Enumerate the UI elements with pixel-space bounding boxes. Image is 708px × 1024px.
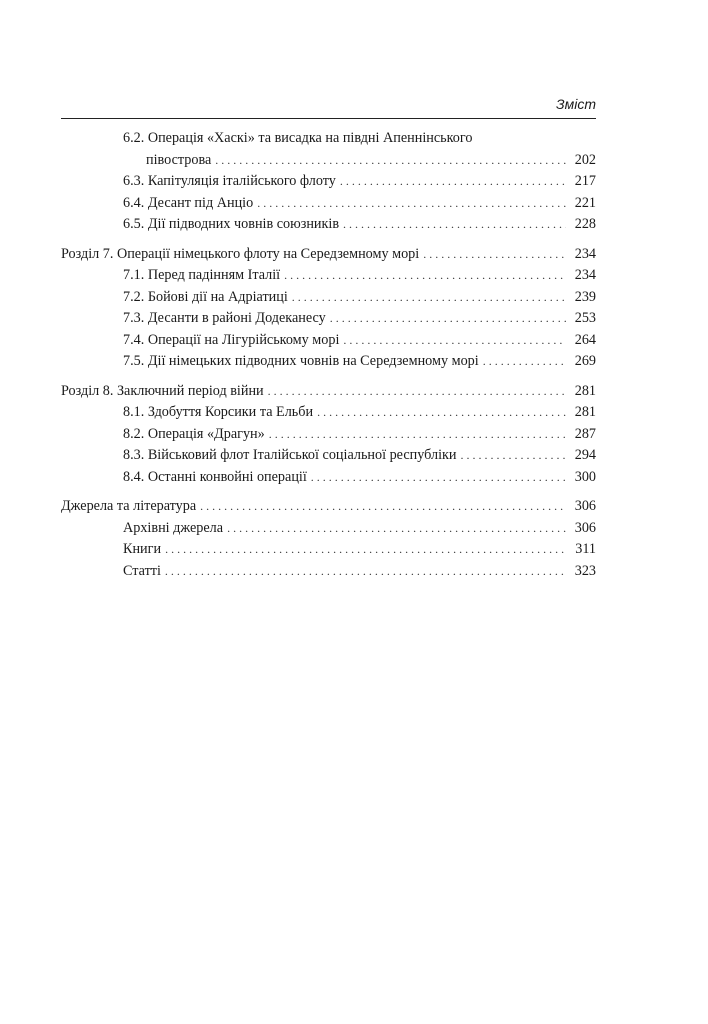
toc-entry-title <box>123 308 326 330</box>
table-of-contents <box>61 128 596 590</box>
toc-entry-title <box>123 171 336 193</box>
toc-entry-7-4[interactable] <box>61 330 596 352</box>
toc-entry-text: Останні конвойні операції <box>147 468 307 485</box>
toc-dot-leader <box>340 171 566 193</box>
toc-entry-title <box>123 351 479 373</box>
toc-entry-8-2[interactable] <box>61 424 596 446</box>
toc-dot-leader <box>330 308 566 330</box>
toc-dot-leader <box>200 496 566 518</box>
toc-page-number: 228 <box>574 216 596 232</box>
toc-entry-7-2[interactable] <box>61 287 596 309</box>
toc-entry-6-5[interactable] <box>61 214 596 236</box>
toc-sources-articles[interactable] <box>61 561 596 583</box>
toc-entry-number: 7.1. <box>123 267 145 283</box>
toc-entry-title: Статті <box>123 562 161 579</box>
toc-entry-6-4[interactable] <box>61 193 596 215</box>
toc-entry-title <box>123 193 253 215</box>
toc-entry-8-1[interactable] <box>61 402 596 424</box>
toc-entry-title <box>123 402 313 424</box>
toc-page-number: 281 <box>574 382 596 399</box>
toc-page-number: 287 <box>574 425 596 442</box>
toc-entry-number: 6.5. <box>123 216 145 232</box>
toc-entry-number: 7.2. <box>123 288 145 305</box>
toc-entry-text: Операції на Лігурійському морі <box>147 331 340 348</box>
toc-page-number: 234 <box>574 245 596 262</box>
toc-dot-leader <box>269 424 566 446</box>
toc-entry-number: 8.4. <box>123 468 145 485</box>
toc-entry-number: 7.3. <box>123 310 145 326</box>
toc-entry-title <box>123 330 339 352</box>
toc-entry-title-continued: півострова <box>146 151 212 168</box>
toc-dot-leader <box>268 381 566 403</box>
toc-chapter-title: Розділ 8. Заключний період війни <box>61 382 264 399</box>
toc-entry-8-4[interactable] <box>61 467 596 489</box>
toc-entry-title <box>123 424 265 446</box>
toc-entry-8-3[interactable] <box>61 445 596 467</box>
toc-group-section-6 <box>61 128 596 236</box>
toc-chapter-7[interactable] <box>61 244 596 266</box>
toc-entry-number: 8.3. <box>123 447 145 463</box>
toc-dot-leader <box>343 214 566 236</box>
toc-entry-text: Бойові дії на Адріатиці <box>147 288 288 305</box>
toc-group-chapter-7 <box>61 244 596 373</box>
toc-entry-text: Десанти в районі Додеканесу <box>147 310 326 326</box>
toc-entry-title: Архівні джерела <box>123 519 224 536</box>
toc-entry-title <box>123 287 288 309</box>
toc-entry-text: Дії німецьких підводних човнів на Середземному морі <box>147 353 479 369</box>
toc-entry-text: Здобуття Корсики та Ельби <box>147 404 314 420</box>
toc-sources-books[interactable] <box>61 539 596 561</box>
toc-page-number: 253 <box>574 310 596 326</box>
toc-dot-leader <box>165 561 566 583</box>
toc-page-number: 239 <box>574 288 596 305</box>
toc-page-number: 311 <box>575 541 596 557</box>
toc-chapter-title: Джерела та література <box>61 498 197 514</box>
toc-dot-leader <box>227 518 566 540</box>
toc-entry-7-3[interactable] <box>61 308 596 330</box>
toc-dot-leader <box>284 265 566 287</box>
running-head: Зміст <box>556 96 596 112</box>
toc-chapter-title: Розділ 7. Операції німецького флоту на Середземному морі <box>61 245 420 262</box>
toc-page-number: 234 <box>574 267 596 283</box>
toc-page-number: 264 <box>574 331 596 348</box>
toc-chapter-8[interactable] <box>61 381 596 403</box>
toc-dot-leader <box>461 445 566 467</box>
toc-dot-leader <box>311 467 566 489</box>
toc-dot-leader <box>343 330 566 352</box>
toc-dot-leader <box>215 150 566 172</box>
toc-page-number: 323 <box>574 562 596 579</box>
toc-entry-title <box>123 214 339 236</box>
toc-dot-leader <box>317 402 566 424</box>
toc-page-number: 300 <box>574 468 596 485</box>
toc-page-number: 269 <box>574 353 596 369</box>
toc-entry-6-2-line1[interactable] <box>61 128 596 150</box>
page-header <box>61 96 596 119</box>
toc-page-number: 221 <box>574 194 596 211</box>
toc-entry-number: 8.2. <box>123 425 145 442</box>
toc-dot-leader <box>165 539 566 561</box>
toc-entry-text: Операція «Драгун» <box>147 425 265 442</box>
toc-entry-7-5[interactable] <box>61 351 596 373</box>
toc-entry-title <box>123 265 280 287</box>
toc-sources[interactable] <box>61 496 596 518</box>
toc-group-chapter-8 <box>61 381 596 489</box>
toc-entry-title <box>123 467 307 489</box>
toc-dot-leader <box>292 287 566 309</box>
toc-entry-6-2-line2[interactable] <box>61 150 596 172</box>
toc-entry-7-1[interactable] <box>61 265 596 287</box>
toc-entry-number: 8.1. <box>123 404 145 420</box>
toc-entry-title <box>123 445 457 467</box>
toc-sources-archives[interactable] <box>61 518 596 540</box>
toc-dot-leader <box>257 193 566 215</box>
toc-page-number: 281 <box>574 404 596 420</box>
toc-entry-number: 6.2. <box>123 130 145 146</box>
toc-page-number: 306 <box>574 519 596 536</box>
toc-dot-leader <box>423 244 566 266</box>
toc-entry-text: Десант під Анціо <box>147 194 254 211</box>
toc-dot-leader <box>483 351 566 373</box>
toc-entry-text: Дії підводних човнів союзників <box>147 216 340 232</box>
toc-entry-6-3[interactable] <box>61 171 596 193</box>
toc-page-number: 202 <box>574 151 596 168</box>
toc-entry-number: 6.4. <box>123 194 145 211</box>
toc-entry-text: Військовий флот Італійської соціальної республіки <box>147 447 457 463</box>
toc-page-number: 306 <box>574 498 596 514</box>
toc-entry-text: Перед падінням Італії <box>147 267 281 283</box>
toc-entry-text: Капітуляція італійського флоту <box>147 173 336 189</box>
toc-entry-title: Книги <box>123 541 162 557</box>
toc-page-number: 294 <box>574 447 596 463</box>
toc-entry-number: 6.3. <box>123 173 145 189</box>
toc-group-sources <box>61 496 596 582</box>
toc-page-number: 217 <box>574 173 596 189</box>
toc-entry-number: 7.5. <box>123 353 145 369</box>
toc-entry-title: Операція «Хаскі» та висадка на півдні Апеннінського <box>147 130 473 146</box>
toc-entry-number: 7.4. <box>123 331 145 348</box>
